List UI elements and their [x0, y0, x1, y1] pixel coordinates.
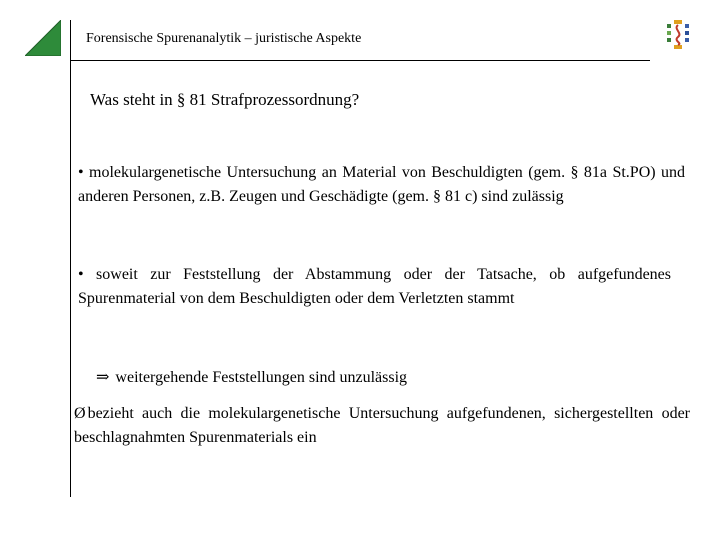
bullet-point-2: • soweit zur Feststellung der Abstammung oder der Tatsache, ob aufgefundenes Spurenmaterial von dem Beschuldigten oder dem Verletzten stammt	[78, 266, 671, 307]
header-rule	[70, 60, 650, 61]
note-paragraph	[74, 402, 690, 450]
corner-triangle-decoration	[25, 20, 61, 56]
note-text: bezieht auch die molekulargenetische Untersuchung aufgefundenen, sichergestellten oder beschlagnahmten Spurenmaterials ein	[74, 405, 690, 446]
question-heading: Was steht in § 81 Strafprozessordnung?	[90, 90, 360, 109]
conclusion-text: weitergehende Feststellungen sind unzulässig	[115, 369, 408, 386]
logo-icon	[664, 18, 692, 52]
implies-arrow-icon: ⇒	[96, 369, 110, 386]
header-title: Forensische Spurenanalytik – juristische Aspekte	[86, 31, 362, 46]
bullet-point-1: • molekulargenetische Untersuchung an Material von Beschuldigten (gem. § 81a St.PO) und anderen Personen, z.B. Zeugen und Geschädigte (gem. § 81 c) sind zulässig	[78, 164, 685, 205]
arrow-bullet-icon: Ø	[74, 405, 86, 422]
left-vertical-rule	[70, 20, 71, 497]
conclusion-line	[96, 366, 407, 390]
